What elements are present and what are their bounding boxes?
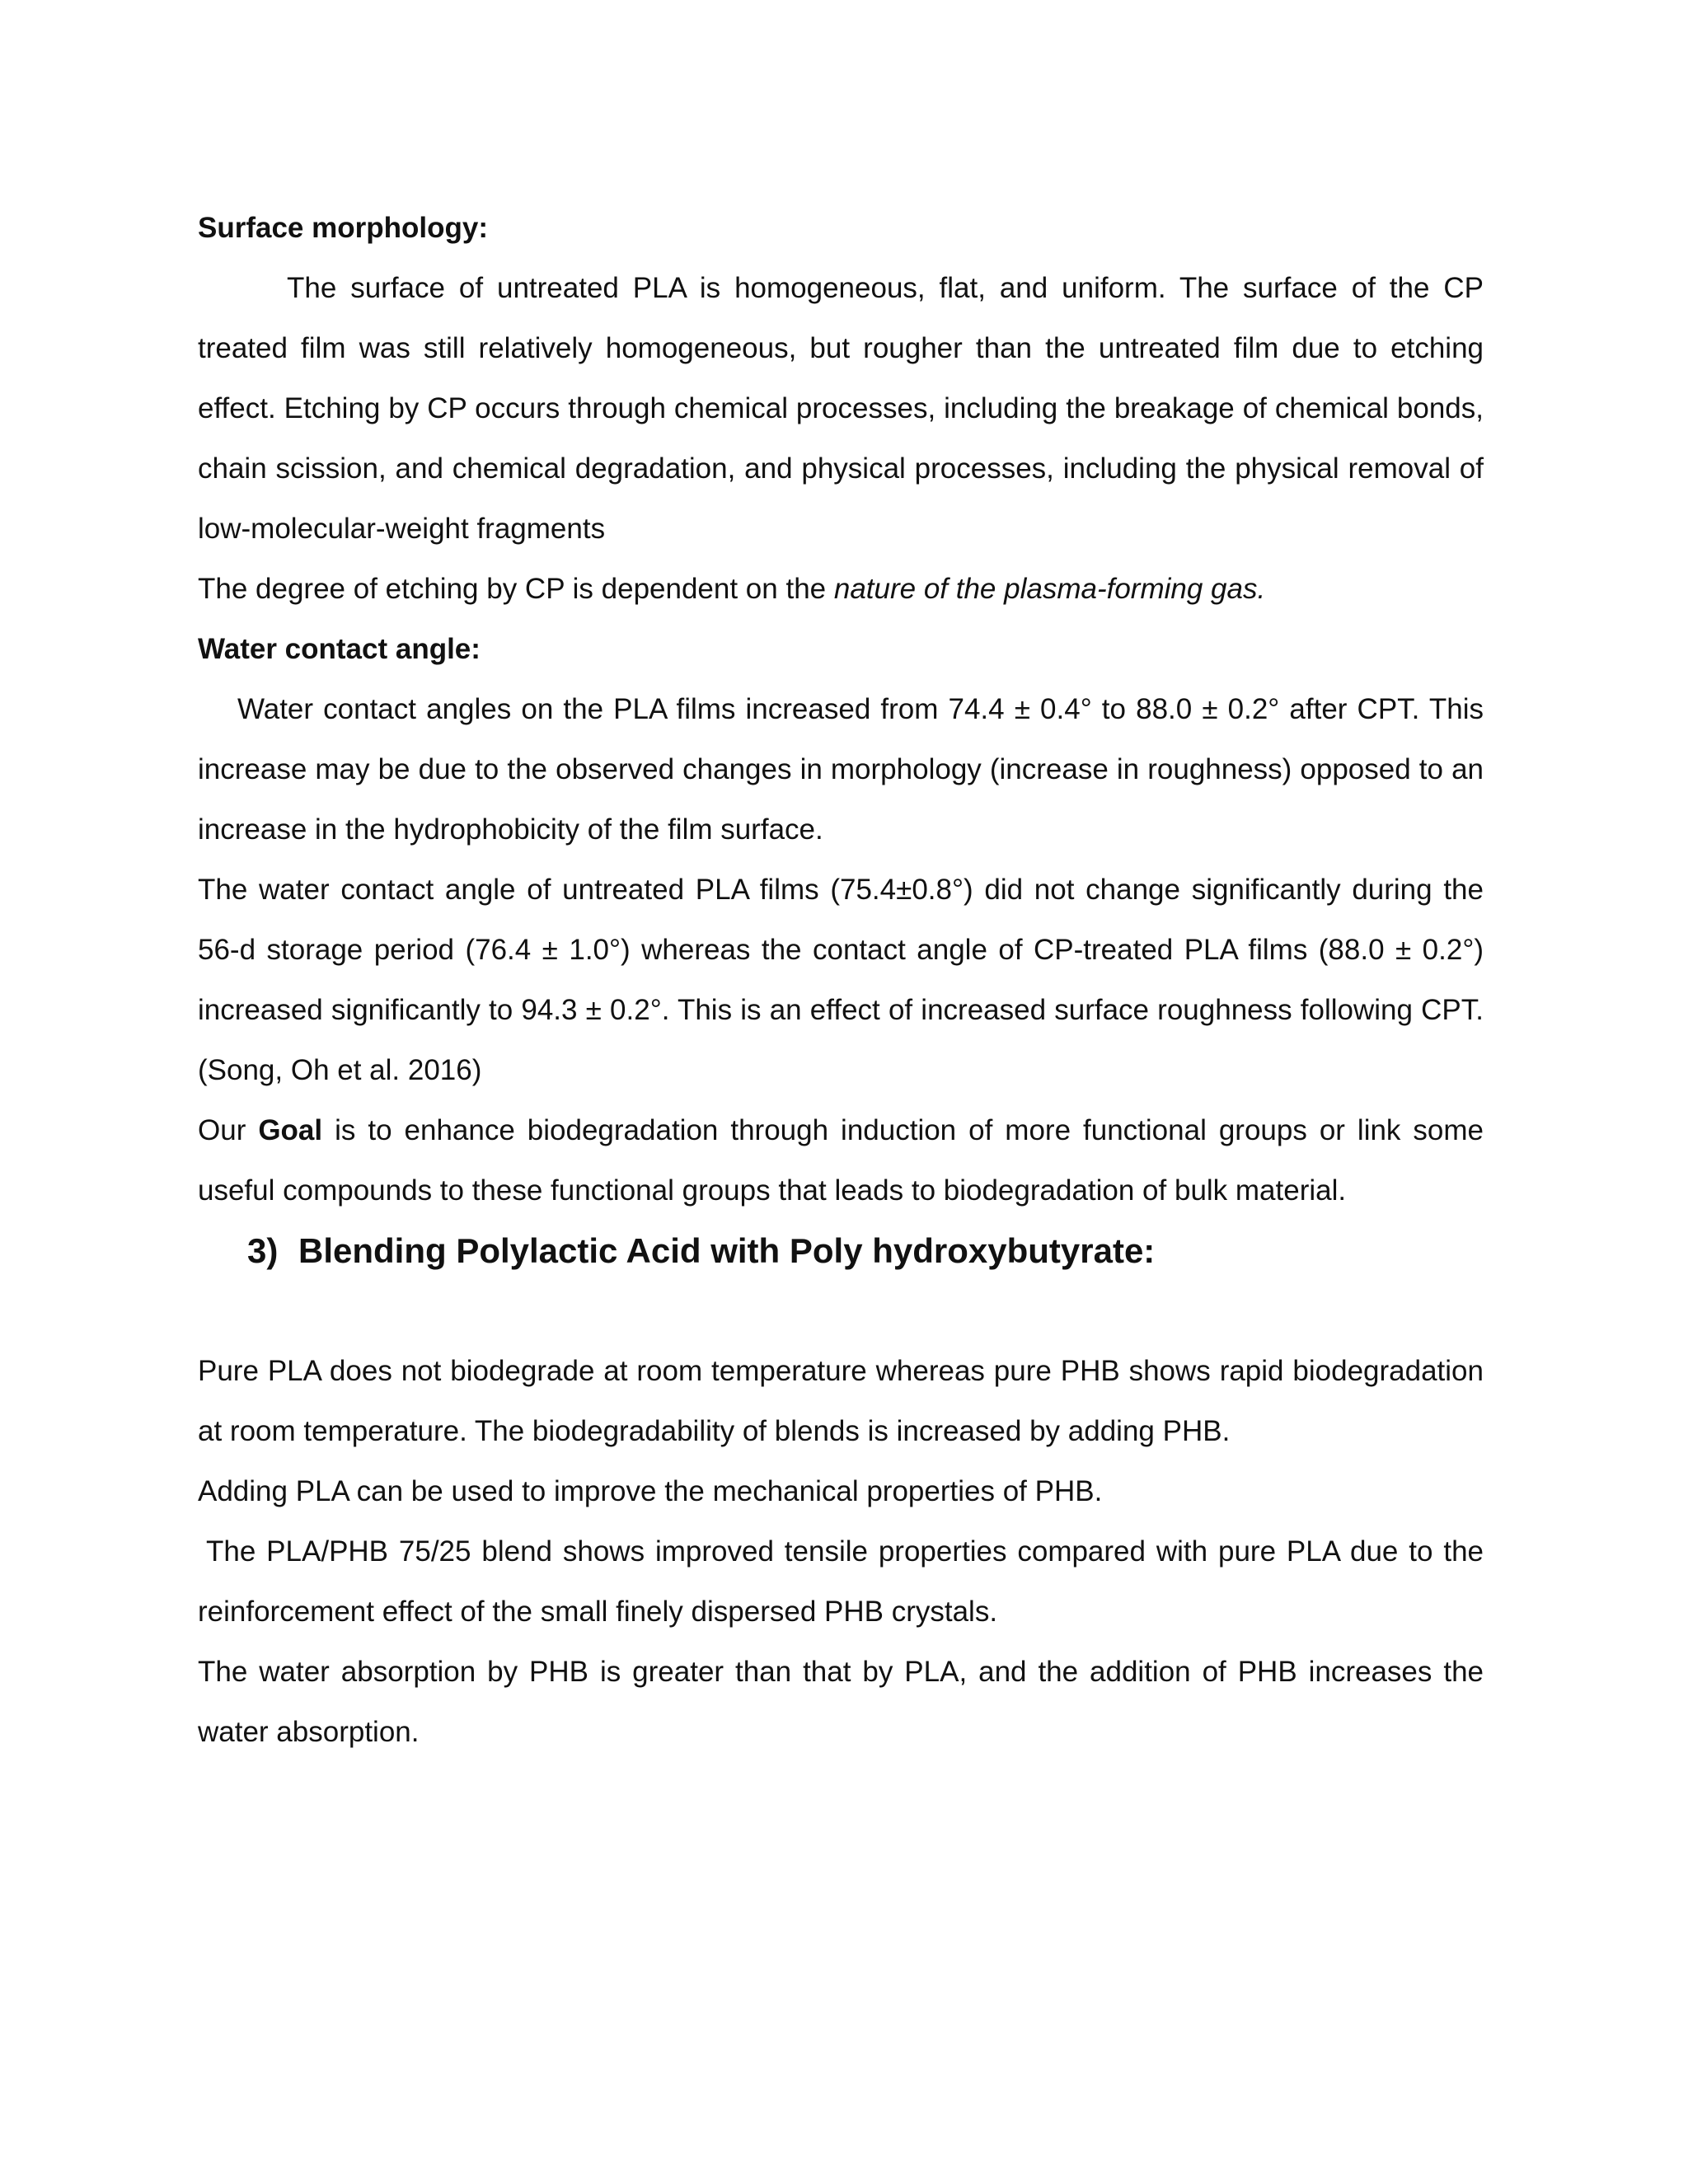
section-title-blending	[247, 1221, 1484, 1281]
section-title-text: Blending Polylactic Acid with Poly hydroxybutyrate:	[298, 1231, 1156, 1270]
goal-bold: Goal	[258, 1114, 323, 1146]
page-content	[198, 198, 1484, 1762]
paragraph-tensile-properties: The PLA/PHB 75/25 blend shows improved tensile properties compared with pure PLA due to the reinforcement effect of the small finely dispersed PHB crystals.	[198, 1535, 1484, 1628]
paragraph-mechanical-properties: Adding PLA can be used to improve the mechanical properties of PHB.	[198, 1475, 1103, 1507]
paragraph-contact-angle-increase: Water contact angles on the PLA films increased from 74.4 ± 0.4° to 88.0 ± 0.2° after CPT. This increase may be due to the observed changes in morphology (increase in roughness) opposed to an increase in the hydrophobicity of the film surface.	[198, 693, 1484, 846]
section-number: 3)	[247, 1231, 279, 1270]
paragraph-surface-morphology: The surface of untreated PLA is homogeneous, flat, and uniform. The surface of the CP treated film was still relatively homogeneous, but rougher than the untreated film due to etching effect. Etching by CP occurs through chemical processes, including the breakage of chemical bonds, chain scission, and chemical degradation, and physical processes, including the physical removal of low-molecular-weight fragments	[198, 272, 1484, 545]
goal-rest: is to enhance biodegradation through induction of more functional groups or link some useful compounds to these functional groups that leads to biodegradation of bulk material.	[198, 1114, 1484, 1207]
paragraph-biodegradation: Pure PLA does not biodegrade at room temperature whereas pure PHB shows rapid biodegradation at room temperature. The biodegradability of blends is increased by adding PHB.	[198, 1355, 1484, 1447]
paragraph-etching-degree	[198, 559, 1484, 619]
heading-water-contact-angle: Water contact angle:	[198, 633, 481, 665]
goal-prefix: Our	[198, 1114, 259, 1146]
paragraph-contact-angle-storage: The water contact angle of untreated PLA films (75.4±0.8°) did not change significantly during the 56-d storage period (76.4 ± 1.0°) whereas the contact angle of CP-treated PLA films (88.0 ± 0.2°) increased significantly to 94.3 ± 0.2°. This is an effect of increased surface roughness following CPT. (Song, Oh et al. 2016)	[198, 874, 1484, 1086]
etching-degree-text: The degree of etching by CP is dependent on the	[198, 573, 834, 605]
heading-surface-morphology: Surface morphology:	[198, 212, 488, 244]
etching-degree-italic: nature of the plasma-forming gas.	[833, 573, 1266, 605]
section-spacer	[198, 1281, 1484, 1341]
paragraph-water-absorption: The water absorption by PHB is greater than that by PLA, and the addition of PHB increases the water absorption.	[198, 1656, 1484, 1748]
paragraph-goal	[198, 1100, 1484, 1221]
